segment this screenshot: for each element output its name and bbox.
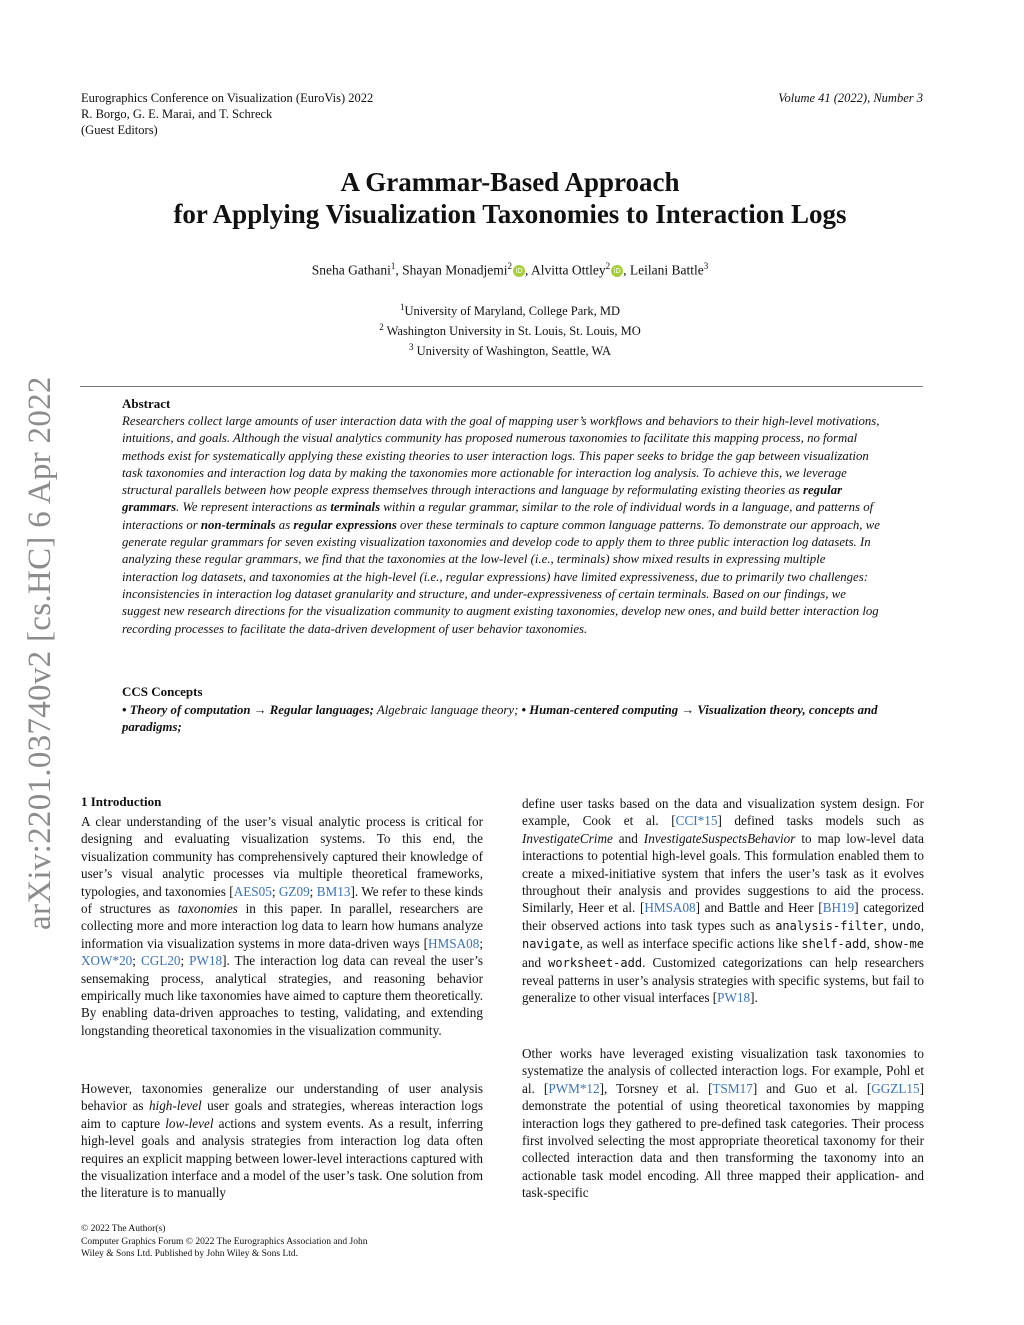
section-heading-introduction: 1 Introduction <box>81 794 162 809</box>
intro-paragraph-1: A clear understanding of the user’s visual analytic process is critical for designing and evaluating visualization systems. To this end, the visualization community has comprehensively captured their knowledge of user’s visual analytic processes via multiple theoretical frameworks, typologies, and taxonomies [AES05; GZ09; BM13]. We refer to these kinds of structures as taxonomies in this paper. In parallel, researchers are collecting more and more interaction log data to learn how humans analyze information via visualization systems in more data-driven ways [HMSA08; XOW*20; CGL20; PW18]. The interaction log data can reveal the user’s sensemaking process, analytical strategies, and reasoning behavior empirically much like taxonomies have aimed to capture them theoretically. By enabling data-driven approaches to testing, validating, and extending longstanding theoretical taxonomies in the visualization community. <box>81 814 483 1038</box>
citation-link[interactable]: PW18 <box>717 990 751 1006</box>
ccs-concepts: • Theory of computation → Regular languages; Algebraic language theory; • Human-centered computing → Visualization theory, concepts and paradigms; <box>122 703 878 735</box>
conference-name: Eurographics Conference on Visualization (EuroVis) 2022 <box>81 91 374 105</box>
citation-link[interactable]: TSM17 <box>712 1080 753 1096</box>
citation-link[interactable]: BH19 <box>822 900 855 916</box>
author-1: Sneha Gathani <box>311 262 391 278</box>
intro-paragraph-2: However, taxonomies generalize our understanding of user analysis behavior as high-level user goals and strategies, whereas interaction logs aim to capture low-level actions and system events. As a result, inferring high-level goals and analysis strategies from interaction log data often requires an explicit mapping between lower-level interactions captured with the visualization interface and a model of the user’s task. One solution from the literature is to manually <box>81 1081 483 1201</box>
header-divider <box>80 386 923 387</box>
abstract-heading: Abstract <box>122 396 171 411</box>
title-line-2: for Applying Visualization Taxonomies to Interaction Logs <box>173 199 847 229</box>
citation-link[interactable]: PW18 <box>189 953 223 969</box>
affiliation-1: $^1$University of Maryland, College Park, MD <box>399 302 621 319</box>
author-2: Shayan Monadjemi <box>402 262 508 278</box>
author-4: Leilani Battle <box>629 262 704 278</box>
citation-link[interactable]: PWM*12 <box>548 1080 600 1096</box>
orcid-icon[interactable]: iD <box>611 265 623 277</box>
citation-link[interactable]: BM13 <box>316 883 351 899</box>
intro-paragraph-4: Other works have leveraged existing visualization task taxonomies to systematize the analysis of collected interaction logs. For example, Pohl et al. [PWM*12], Torsney et al. [TSM17] and Guo et al. [GGZL15] demonstrate the potential of using theoretical taxonomies by mapping interaction logs they gathered to pre-defined task categories. Their process first involved selecting the most appropriate theoretical taxonomy for their collected interaction data and then transforming the taxonomy into an actionable task model encoding. All three mapped their application- and task-specific <box>522 1046 924 1201</box>
guest-editors: (Guest Editors) <box>81 123 158 137</box>
affiliation-3: $^3$ University of Washington, Seattle, WA <box>409 342 611 359</box>
citation-link[interactable]: AES05 <box>233 883 272 899</box>
volume-info: Volume 41 (2022), Number 3 <box>778 91 923 105</box>
affiliations <box>60 299 960 359</box>
ccs-heading: CCS Concepts <box>122 684 203 699</box>
copyright-footer: © 2022 The Author(s) Computer Graphics Forum © 2022 The Eurographics Association and John Wiley & Sons Ltd. Published by John Wiley & Sons Ltd. <box>81 1224 368 1259</box>
editors: R. Borgo, G. E. Marai, and T. Schreck <box>81 107 273 121</box>
citation-link[interactable]: HMSA08 <box>644 900 696 916</box>
citation-link[interactable]: GGZL15 <box>871 1080 920 1096</box>
citation-link[interactable]: HMSA08 <box>428 935 480 951</box>
arxiv-sidebar[interactable]: arXiv:2201.03740v2 [cs.HC] 6 Apr 2022 <box>22 376 58 930</box>
intro-paragraph-3: define user tasks based on the data and visualization system design. For example, Cook et al. [CCI*15] defined tasks models such as InvestigateCrime and InvestigateSuspectsBehavior to map low-level data interactions to potential high-level goals. This formulation enabled them to create a mixed-initiative system that infers the user’s task as it evolves throughout their analysis and provides suggestions to aid the process. Similarly, Heer et al. [HMSA08] and Battle and Heer [BH19] categorized their observed actions into task types such as analysis-filter, undo, navigate, as well as interface specific actions like shelf-add, show-me and worksheet-add. Customized categorizations can help researchers reveal patterns in user’s analysis strategies with specific systems, but fail to generalize to other visual interfaces [PW18]. <box>522 796 925 1006</box>
title-line-1: A Grammar-Based Approach <box>340 167 680 197</box>
paper-title <box>60 166 960 230</box>
author-3: Alvitta Ottley <box>531 262 606 278</box>
citation-link[interactable]: CCI*15 <box>675 813 718 829</box>
citation-link[interactable]: CGL20 <box>140 953 181 969</box>
author-list: Sneha Gathani$^1$, Shayan Monadjemi$^2$ iD , Alvitta Ottley$^2$ iD , Leilani Battle$^3$ <box>311 261 709 278</box>
citation-link[interactable]: GZ09 <box>278 883 310 899</box>
citation-link[interactable]: XOW*20 <box>81 953 133 969</box>
orcid-icon[interactable]: iD <box>513 265 525 277</box>
header-left <box>81 90 373 138</box>
affiliation-2: $^2$ Washington University in St. Louis, St. Louis, MO <box>379 322 641 339</box>
abstract-body: Researchers collect large amounts of user interaction data with the goal of mapping user’s workflows and behaviors to their high-level motivations, intuitions, and goals. Although the visual analytics community has proposed numerous taxonomies to facilitate this mapping process, no formal methods exist for systematically applying these existing theories to user interaction logs. This paper seeks to bridge the gap between visualization task taxonomies and interaction log data by making the taxonomies more actionable for interaction log analysis. To achieve this, we leverage structural parallels between how people express themselves through interactions and language by reformulating existing theories as regular grammars. We represent interactions as terminals within a regular grammar, similar to the role of individual words in a language, and patterns of interactions or non-terminals as regular expressions over these terminals to capture common language patterns. To demonstrate our approach, we generate regular grammars for seven existing visualization taxonomies and develop code to apply them to three public interaction log datasets. In analyzing these regular grammars, we find that the taxonomies at the low-level (i.e., terminals) show mixed results in expressing multiple interaction log datasets, and taxonomies at the high-level (i.e., regular expressions) have limited expressiveness, due to primarily two challenges: inconsistencies in interaction log dataset granularity and structure, and under-expressiveness of certain terminals. Based on our findings, we suggest new research directions for the visualization community to augment existing taxonomies, develop new ones, and build better interaction log recording processes to facilitate the data-driven development of user behavior taxonomies. <box>122 414 880 636</box>
